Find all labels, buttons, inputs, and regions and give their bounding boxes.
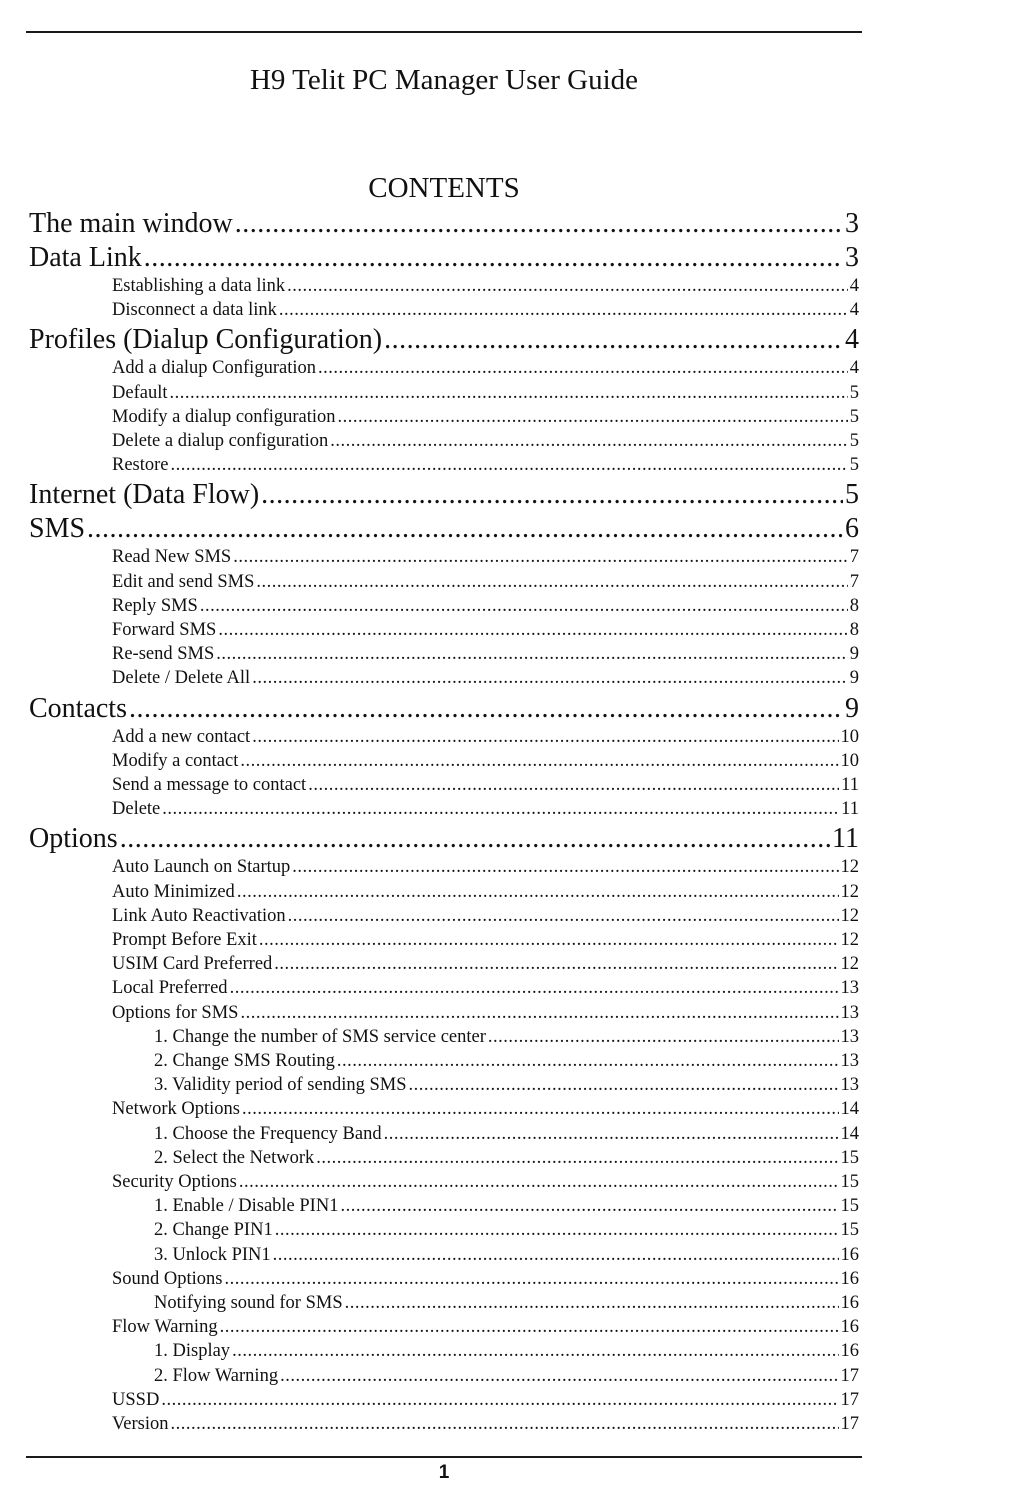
toc-dot-leader <box>488 1026 839 1048</box>
toc-entry-section[interactable] <box>29 478 859 512</box>
toc-entry-title: Default <box>112 382 168 403</box>
toc-dot-leader <box>171 1413 839 1435</box>
toc-entry-page: 16 <box>840 1268 859 1289</box>
toc-entry-title: Restore <box>112 455 169 476</box>
toc-entry-page: 4 <box>845 324 859 356</box>
toc-dot-leader <box>259 929 839 951</box>
toc-dot-leader <box>220 1316 839 1338</box>
toc-entry-page: 12 <box>840 930 859 950</box>
toc-dot-leader <box>340 1195 838 1217</box>
toc-entry-page: 13 <box>840 1051 859 1071</box>
toc-entry-subsection[interactable] <box>112 667 859 689</box>
toc-dot-leader <box>129 692 843 726</box>
toc-entry-item[interactable] <box>154 1074 859 1096</box>
toc-entry-title: Read New SMS <box>112 547 232 568</box>
toc-dot-leader <box>230 977 839 999</box>
toc-entry-subsection[interactable] <box>112 977 859 999</box>
toc-entry-page: 5 <box>849 406 859 427</box>
toc-entry-page: 4 <box>849 276 859 296</box>
toc-entry-page: 11 <box>841 775 859 795</box>
toc-entry-item[interactable] <box>154 1340 859 1362</box>
toc-dot-leader <box>318 357 848 379</box>
toc-dot-leader <box>409 1074 839 1096</box>
toc-entry-subsection[interactable] <box>112 1171 859 1193</box>
toc-dot-leader <box>252 726 838 748</box>
toc-entry-subsection[interactable] <box>112 357 859 379</box>
toc-entry-page: 5 <box>849 455 859 476</box>
toc-entry-title: Edit and send SMS <box>112 571 255 592</box>
toc-entry-title: 2. Flow Warning <box>154 1365 279 1386</box>
toc-entry-title: Disconnect a data link <box>112 300 277 321</box>
toc-entry-title: Forward SMS <box>112 620 217 640</box>
toc-entry-title: 1. Display <box>154 1341 231 1362</box>
toc-entry-page: 5 <box>849 431 859 451</box>
contents-heading: CONTENTS <box>368 172 520 204</box>
toc-dot-leader <box>169 382 847 404</box>
toc-entry-title: Modify a dialup configuration <box>112 406 336 427</box>
toc-entry-title: Establishing a data link <box>112 276 286 296</box>
toc-entry-page: 13 <box>840 978 859 999</box>
toc-entry-page: 15 <box>840 1220 859 1241</box>
toc-entry-page: 8 <box>849 595 859 616</box>
toc-entry-title: Data Link <box>29 242 142 273</box>
toc-entry-title: USSD <box>112 1389 160 1410</box>
toc-dot-leader <box>384 323 843 357</box>
toc-entry-subsection[interactable] <box>112 454 859 476</box>
toc-dot-leader <box>275 1219 839 1241</box>
toc-entry-title: Notifying sound for SMS <box>154 1293 343 1313</box>
toc-entry-subsection[interactable] <box>112 953 859 975</box>
toc-entry-subsection[interactable] <box>112 750 859 772</box>
toc-dot-leader <box>144 241 843 275</box>
toc-entry-item[interactable] <box>154 1219 859 1241</box>
toc-entry-title: Auto Launch on Startup <box>112 857 291 878</box>
toc-dot-leader <box>235 207 843 241</box>
toc-entry-subsection[interactable] <box>112 774 859 796</box>
toc-entry-page: 16 <box>840 1341 859 1362</box>
toc-entry-title: 1. Change the number of SMS service center <box>154 1026 486 1047</box>
toc-entry-title: 1. Enable / Disable PIN1 <box>154 1196 339 1217</box>
toc-dot-leader <box>232 1340 838 1362</box>
toc-entry-subsection[interactable] <box>112 382 859 404</box>
toc-entry-section[interactable] <box>29 207 859 241</box>
toc-dot-leader <box>171 454 848 476</box>
toc-entry-title: Modify a contact <box>112 750 239 771</box>
toc-dot-leader <box>233 546 848 568</box>
toc-entry-page: 7 <box>849 547 859 568</box>
toc-entry-subsection[interactable] <box>112 1413 859 1435</box>
toc-entry-page: 3 <box>845 242 859 273</box>
toc-entry-page: 4 <box>849 358 859 379</box>
toc-entry-item[interactable] <box>154 1147 859 1169</box>
toc-entry-title: Version <box>112 1414 169 1434</box>
toc-dot-leader <box>252 667 848 689</box>
toc-dot-leader <box>225 1268 839 1290</box>
toc-entry-subsection[interactable] <box>112 275 859 297</box>
toc-entry-page: 16 <box>840 1317 859 1338</box>
toc-entry-title: 2. Change PIN1 <box>154 1220 273 1241</box>
toc-dot-leader <box>338 406 848 428</box>
document-title: H9 Telit PC Manager User Guide <box>249 64 639 96</box>
toc-entry-page: 17 <box>840 1414 859 1434</box>
toc-entry-item[interactable] <box>154 1050 859 1072</box>
toc-entry-subsection[interactable] <box>112 571 859 593</box>
toc-dot-leader <box>273 1244 839 1266</box>
page-number: 1 <box>438 1462 450 1483</box>
toc-entry-title: Options for SMS <box>112 1002 239 1023</box>
toc-entry-title: Internet (Data Flow) <box>29 479 260 511</box>
toc-entry-item[interactable] <box>154 1244 859 1266</box>
toc-dot-leader <box>261 478 843 512</box>
toc-entry-title: Contacts <box>29 692 127 724</box>
toc-entry-title: 3. Unlock PIN1 <box>154 1244 271 1265</box>
toc-entry-section[interactable] <box>29 241 859 275</box>
toc-entry-page: 14 <box>840 1099 859 1120</box>
toc-entry-subsection[interactable] <box>112 643 859 665</box>
toc-entry-subsection[interactable] <box>112 406 859 428</box>
toc-entry-section[interactable] <box>29 323 859 357</box>
toc-dot-leader <box>120 822 830 856</box>
toc-dot-leader <box>384 1123 839 1145</box>
toc-entry-page: 9 <box>849 668 859 689</box>
toc-dot-leader <box>216 643 847 665</box>
toc-dot-leader <box>292 856 838 878</box>
toc-entry-title: Auto Minimized <box>112 881 235 902</box>
toc-entry-title: Add a new contact <box>112 726 251 747</box>
toc-entry-page: 16 <box>840 1244 859 1265</box>
toc-dot-leader <box>274 953 838 975</box>
toc-entry-title: Prompt Before Exit <box>112 930 257 950</box>
toc-dot-leader <box>161 1389 838 1411</box>
toc-entry-subsection[interactable] <box>112 619 859 641</box>
toc-dot-leader <box>87 512 843 546</box>
toc-dot-leader <box>280 1365 838 1387</box>
toc-entry-page: 5 <box>849 382 859 403</box>
toc-entry-page: 15 <box>840 1147 859 1168</box>
toc-dot-leader <box>345 1292 839 1314</box>
toc-entry-item[interactable] <box>154 1292 859 1314</box>
toc-entry-title: The main window <box>29 208 233 239</box>
toc-entry-page: 4 <box>849 300 859 321</box>
toc-dot-leader <box>308 774 839 796</box>
toc-entry-page: 5 <box>845 479 859 511</box>
toc-entry-title: SMS <box>29 513 86 545</box>
toc-entry-title: 2. Change SMS Routing <box>154 1051 335 1071</box>
toc-dot-leader <box>237 881 839 903</box>
toc-entry-title: 1. Choose the Frequency Band <box>154 1123 382 1144</box>
toc-dot-leader <box>337 1050 839 1072</box>
toc-entry-item[interactable] <box>154 1123 859 1145</box>
toc-entry-title: Flow Warning <box>112 1317 218 1338</box>
toc-entry-page: 9 <box>849 644 859 665</box>
toc-entry-subsection[interactable] <box>112 299 859 321</box>
toc-entry-page: 13 <box>840 1026 859 1047</box>
toc-entry-subsection[interactable] <box>112 430 859 452</box>
toc-entry-title: Security Options <box>112 1172 237 1192</box>
toc-dot-leader <box>218 619 847 641</box>
toc-entry-title: Delete a dialup configuration <box>112 431 329 451</box>
toc-entry-page: 13 <box>840 1075 859 1096</box>
toc-entry-title: 3. Validity period of sending SMS <box>154 1075 407 1096</box>
toc-entry-subsection[interactable] <box>112 905 859 927</box>
toc-entry-page: 17 <box>840 1389 859 1410</box>
toc-entry-section[interactable] <box>29 512 859 546</box>
toc-entry-title: 2. Select the Network <box>154 1147 315 1168</box>
toc-entry-title: Options <box>29 823 118 855</box>
toc-entry-page: 14 <box>840 1123 859 1144</box>
toc-entry-subsection[interactable] <box>112 595 859 617</box>
toc-entry-section[interactable] <box>29 692 859 726</box>
toc-entry-title: Local Preferred <box>112 978 228 999</box>
toc-entry-subsection[interactable] <box>112 546 859 568</box>
toc-entry-page: 7 <box>849 571 859 592</box>
toc-dot-leader <box>200 595 848 617</box>
toc-dot-leader <box>287 275 848 297</box>
toc-entry-subsection[interactable] <box>112 1389 859 1411</box>
toc-entry-page: 11 <box>841 799 859 820</box>
toc-dot-leader <box>330 430 847 452</box>
toc-entry-subsection[interactable] <box>112 1098 859 1120</box>
toc-entry-item[interactable] <box>154 1195 859 1217</box>
toc-entry-subsection[interactable] <box>112 1002 859 1024</box>
toc-entry-title: Profiles (Dialup Configuration) <box>29 324 383 356</box>
toc-entry-page: 13 <box>840 1002 859 1023</box>
toc-entry-page: 12 <box>840 905 859 926</box>
toc-entry-page: 12 <box>840 857 859 878</box>
toc-dot-leader <box>242 1098 839 1120</box>
toc-entry-title: Delete <box>112 799 161 820</box>
toc-entry-subsection[interactable] <box>112 929 859 951</box>
toc-entry-page: 11 <box>832 823 859 855</box>
toc-dot-leader <box>162 798 839 820</box>
toc-entry-page: 9 <box>845 692 859 724</box>
toc-entry-page: 3 <box>845 208 859 239</box>
toc-entry-page: 8 <box>849 620 859 640</box>
toc-entry-title: Link Auto Reactivation <box>112 905 286 926</box>
toc-entry-page: 15 <box>840 1196 859 1217</box>
toc-dot-leader <box>256 571 847 593</box>
toc-entry-subsection[interactable] <box>112 798 859 820</box>
toc-entry-title: Reply SMS <box>112 595 198 616</box>
toc-entry-subsection[interactable] <box>112 881 859 903</box>
toc-entry-subsection[interactable] <box>112 1316 859 1338</box>
toc-entry-title: Sound Options <box>112 1268 223 1289</box>
toc-dot-leader <box>240 750 838 772</box>
toc-entry-page: 10 <box>840 726 859 747</box>
bottom-rule <box>26 1456 862 1458</box>
toc-entry-subsection[interactable] <box>112 726 859 748</box>
toc-entry-title: Send a message to contact <box>112 775 307 795</box>
toc-dot-leader <box>288 905 839 927</box>
toc-entry-title: USIM Card Preferred <box>112 954 273 975</box>
toc-entry-subsection[interactable] <box>112 1268 859 1290</box>
toc-entry-title: Network Options <box>112 1099 240 1120</box>
toc-entry-page: 12 <box>840 954 859 975</box>
toc-dot-leader <box>316 1147 838 1169</box>
toc-entry-title: Add a dialup Configuration <box>112 358 316 379</box>
toc-entry-title: Delete / Delete All <box>112 668 251 689</box>
toc-entry-page: 10 <box>840 750 859 771</box>
toc-dot-leader <box>279 299 848 321</box>
toc-entry-item[interactable] <box>154 1026 859 1048</box>
toc-entry-page: 16 <box>840 1293 859 1313</box>
toc-entry-page: 6 <box>845 513 859 545</box>
toc-entry-section[interactable] <box>29 822 859 856</box>
toc-entry-item[interactable] <box>154 1365 859 1387</box>
toc-entry-page: 17 <box>840 1365 859 1386</box>
toc-dot-leader <box>240 1002 838 1024</box>
toc-entry-page: 15 <box>840 1172 859 1192</box>
toc-entry-title: Re-send SMS <box>112 644 215 665</box>
toc-entry-page: 12 <box>840 881 859 902</box>
toc-dot-leader <box>239 1171 839 1193</box>
toc-entry-subsection[interactable] <box>112 856 859 878</box>
